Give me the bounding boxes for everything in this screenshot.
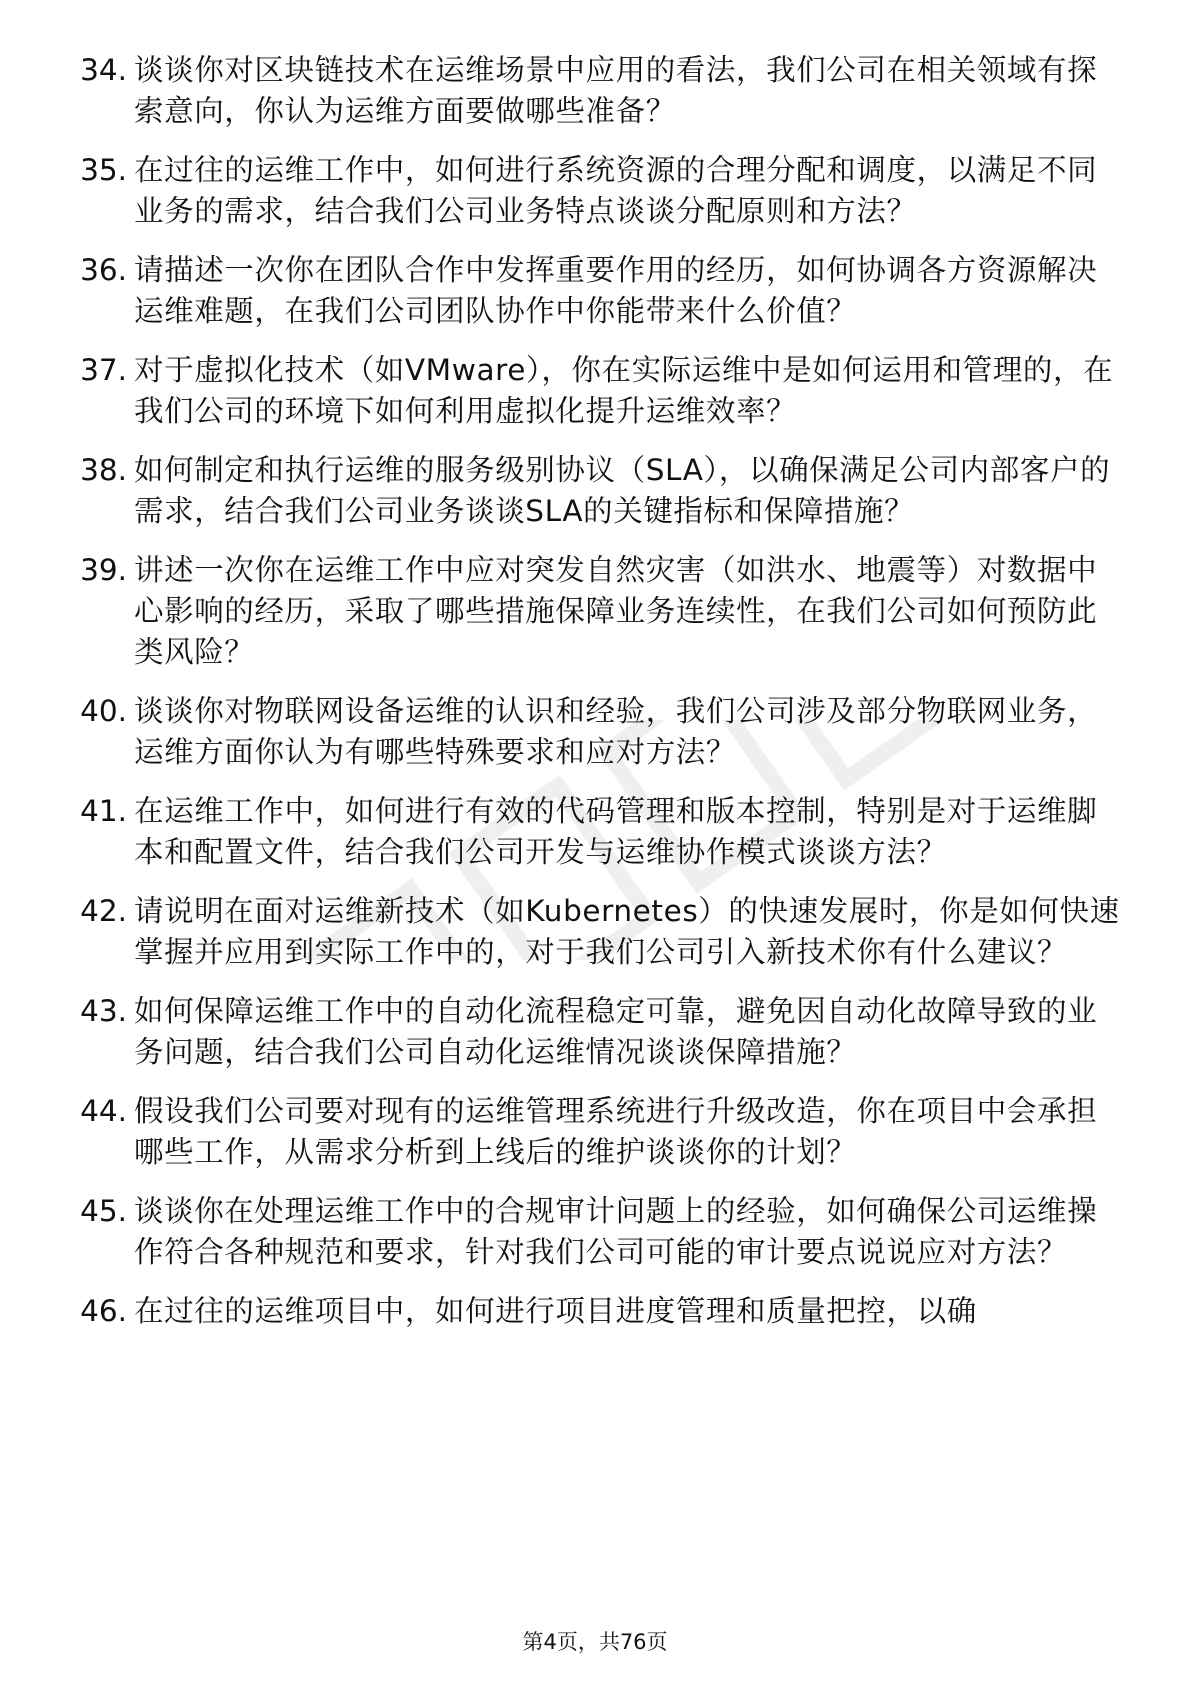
list-item: [56, 891, 1126, 973]
question-text: 在过往的运维项目中，如何进行项目进度管理和质量把控，以确: [134, 1294, 977, 1328]
question-text: 谈谈你在处理运维工作中的合规审计问题上的经验，如何确保公司运维操作符合各种规范和要求，针对我们公司可能的审计要点说说应对方法？: [134, 1194, 1098, 1269]
question-number: 37.: [80, 353, 127, 387]
list-item: [56, 1091, 1126, 1173]
question-number: 36.: [80, 253, 127, 287]
question-text: 谈谈你对物联网设备运维的认识和经验，我们公司涉及部分物联网业务，运维方面你认为有哪些特殊要求和应对方法？: [134, 694, 1098, 769]
list-item: [56, 991, 1126, 1073]
question-number: 40.: [80, 694, 127, 728]
question-number: 43.: [80, 994, 127, 1028]
list-item: [56, 250, 1126, 332]
question-text: 如何保障运维工作中的自动化流程稳定可靠，避免因自动化故障导致的业务问题，结合我们公司自动化运维情况谈谈保障措施？: [134, 994, 1098, 1069]
question-text: 在过往的运维工作中，如何进行系统资源的合理分配和调度，以满足不同业务的需求，结合我们公司业务特点谈谈分配原则和方法？: [134, 153, 1098, 228]
question-number: 39.: [80, 553, 127, 587]
question-text: 讲述一次你在运维工作中应对突发自然灾害（如洪水、地震等）对数据中心影响的经历，采取了哪些措施保障业务连续性，在我们公司如何预防此类风险？: [134, 553, 1098, 669]
question-text: 谈谈你对区块链技术在运维场景中应用的看法，我们公司在相关领域有探索意向，你认为运维方面要做哪些准备？: [134, 53, 1098, 128]
list-item: [56, 1191, 1126, 1273]
question-number: 44.: [80, 1094, 127, 1128]
page-number-footer: 第4页，共76页: [522, 1630, 668, 1654]
question-text: 假设我们公司要对现有的运维管理系统进行升级改造，你在项目中会承担哪些工作，从需求分析到上线后的维护谈谈你的计划？: [134, 1094, 1098, 1169]
question-text: 如何制定和执行运维的服务级别协议（SLA），以确保满足公司内部客户的需求，结合我们公司业务谈谈SLA的关键指标和保障措施？: [134, 453, 1111, 528]
list-item: [56, 50, 1126, 132]
question-number: 42.: [80, 894, 127, 928]
list-item: [56, 550, 1126, 673]
question-text: 请描述一次你在团队合作中发挥重要作用的经历，如何协调各方资源解决运维难题，在我们公司团队协作中你能带来什么价值？: [134, 253, 1098, 328]
question-number: 41.: [80, 794, 127, 828]
question-number: 38.: [80, 453, 127, 487]
list-item: [56, 691, 1126, 773]
question-text: 在运维工作中，如何进行有效的代码管理和版本控制，特别是对于运维脚本和配置文件，结合我们公司开发与运维协作模式谈谈方法？: [134, 794, 1098, 869]
question-text: 请说明在面对运维新技术（如Kubernetes）的快速发展时，你是如何快速掌握并应用到实际工作中的，对于我们公司引入新技术你有什么建议？: [134, 894, 1120, 969]
question-number: 35.: [80, 153, 127, 187]
list-item: [56, 1291, 1126, 1332]
question-text: 对于虚拟化技术（如VMware），你在实际运维中是如何运用和管理的，在我们公司的环境下如何利用虚拟化提升运维效率？: [134, 353, 1114, 428]
list-item: [56, 150, 1126, 232]
question-list: [56, 50, 1126, 1350]
question-number: 45.: [80, 1194, 127, 1228]
list-item: [56, 450, 1126, 532]
question-number: 34.: [80, 53, 127, 87]
list-item: [56, 791, 1126, 873]
list-item: [56, 350, 1126, 432]
question-number: 46.: [80, 1294, 127, 1328]
